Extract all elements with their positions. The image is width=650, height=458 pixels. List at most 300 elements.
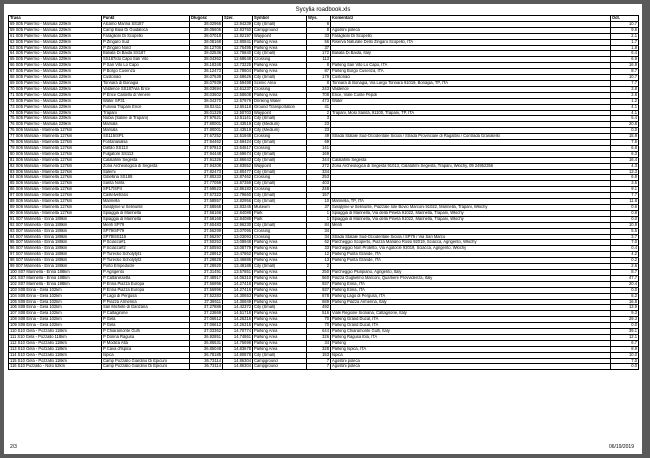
cell-dlugosc: 37.27886 <box>190 305 223 311</box>
cell-dlugosc: 38.02536 <box>190 51 223 57</box>
cell-odl: 29.3 <box>611 317 639 323</box>
cell-trasa: 80 S06 Marsala - Marinella 127km <box>9 151 102 157</box>
cell-szer: 12.80477 <box>223 169 253 175</box>
cell-symbol: Crossing <box>253 187 307 193</box>
cell-odl: 7.7 <box>611 193 639 199</box>
cell-punkt: Spiaggia di Marinella <box>102 216 190 222</box>
cell-szer: 12.51141 <box>223 116 253 122</box>
cell-symbol: Ground Transportation <box>253 104 307 110</box>
cell-dlugosc: 37.94448 <box>190 151 223 157</box>
cell-symbol: City (Small) <box>253 157 307 163</box>
cell-trasa: 95 S07 Marinella - Enna 188km <box>9 240 102 246</box>
cell-komentarz: Tonnara di Bonagia, Via Largo Tonnara 91019, Bonagia, TP, ITA <box>331 80 611 86</box>
cell-dlugosc: 37.94462 <box>190 140 223 146</box>
cell-wys: 403 <box>307 181 331 187</box>
cell-dlugosc: 38.12706 <box>190 45 223 51</box>
cell-punkt: Castelvetrano <box>102 193 190 199</box>
cell-symbol: City (Small) <box>253 140 307 146</box>
cell-szer: 12.82956 <box>223 199 253 205</box>
cell-komentarz: Parking Punta Grande, ITA <box>331 252 611 258</box>
cell-trasa: 96 S07 Marinella - Enna 188km <box>9 246 102 252</box>
cell-szer: 12.78804 <box>223 69 253 75</box>
cell-wys: 41 <box>307 104 331 110</box>
cell-szer: 12.64617 <box>223 145 253 151</box>
cell-punkt: Dattilo SS113 <box>102 145 190 151</box>
cell-symbol: Parking Area <box>253 45 307 51</box>
cell-szer: 14.42372 <box>223 305 253 311</box>
cell-trasa: 71 S05 Palermo - Marsala 229km <box>9 92 102 98</box>
cell-punkt: Funivia Trapani Erice <box>102 104 190 110</box>
cell-trasa: 66 S05 Palermo - Marsala 229km <box>9 63 102 69</box>
cell-odl: 4.3 <box>611 163 639 169</box>
cell-odl: 15.9 <box>611 134 639 140</box>
cell-szer: 13.48188 <box>223 264 253 270</box>
cell-punkt: P Zingaro Nord <box>102 45 190 51</box>
cell-punkt: SP17/SP4 <box>102 187 190 193</box>
cell-dlugosc: 36.92851 <box>190 334 223 340</box>
cell-symbol: Parking Area <box>253 252 307 258</box>
cell-odl: 16.8 <box>611 299 639 305</box>
cell-trasa: 93 S07 Marinella - Enna 188km <box>9 228 102 234</box>
cell-symbol: Crossing <box>253 57 307 63</box>
cell-wys: 23 <box>307 128 331 134</box>
cell-symbol: Parking Area <box>253 293 307 299</box>
cell-szer: 12.61237 <box>223 86 253 92</box>
cell-szer: 14.83678 <box>223 346 253 352</box>
cell-odl: 0.0 <box>611 364 639 370</box>
cell-komentarz: Parcheggio Non Protetto, Via Agatocle 92019, Sciacca, Agrigento, Włochy <box>331 246 611 252</box>
cell-symbol: Parking Area <box>253 69 307 75</box>
cell-dlugosc: 36.73114 <box>190 358 223 364</box>
cell-punkt: Santa Ninfa <box>102 181 190 187</box>
cell-trasa: 112 S10 Gela - Pozzallo 118km <box>9 340 102 346</box>
cell-trasa: 86 S06 Marsala - Marinella 127km <box>9 187 102 193</box>
cell-szer: 12.84088 <box>223 210 253 216</box>
cell-szer: 12.59498 <box>223 80 253 86</box>
cell-trasa: 108 S08 Enna - Gela 102km <box>9 317 102 323</box>
cell-trasa: 84 S06 Marsala - Marinella 127km <box>9 175 102 181</box>
cell-trasa: 91 S07 Marinella - Enna 188km <box>9 216 102 222</box>
cell-dlugosc: 38.04370 <box>190 98 223 104</box>
cell-trasa: 101 S07 Marinella - Enna 188km <box>9 275 102 281</box>
cell-wys: 169 <box>307 151 331 157</box>
col-header-trasa: Trasa <box>9 16 102 22</box>
cell-dlugosc: 38.12473 <box>190 69 223 75</box>
cell-szer: 14.74861 <box>223 334 253 340</box>
cell-wys: 937 <box>307 281 331 287</box>
cell-odl: 11.8 <box>611 199 639 205</box>
cell-komentarz: Parking Grand Ducal, ITA <box>331 323 611 329</box>
cell-punkt: Calatafimi Segesta <box>102 157 190 163</box>
cell-dlugosc: 37.56299 <box>190 228 223 234</box>
cell-wys: 87 <box>307 69 331 75</box>
cell-symbol: Parking Area <box>253 281 307 287</box>
cell-komentarz: Marinella, TP, ITA <box>331 199 611 205</box>
cell-symbol: City (Small) <box>253 169 307 175</box>
cell-wys: 8 <box>307 63 331 69</box>
cell-wys: 70 <box>307 323 331 329</box>
cell-wys: 33 <box>307 33 331 39</box>
cell-wys: 70 <box>307 317 331 323</box>
cell-szer: 13.46886 <box>223 258 253 264</box>
cell-wys: 473 <box>307 98 331 104</box>
cell-symbol: Parking Area <box>253 92 307 98</box>
cell-szer: 14.06310 <box>223 275 253 281</box>
cell-trasa: 70 S05 Palermo - Marsala 229km <box>9 86 102 92</box>
cell-szer: 14.27416 <box>223 287 253 293</box>
cell-symbol: Parking Area <box>253 340 307 346</box>
cell-dlugosc: 38.03602 <box>190 92 223 98</box>
cell-trasa: 97 S07 Marinella - Enna 188km <box>9 252 102 258</box>
cell-wys: 113 <box>307 57 331 63</box>
cell-szer: 12.43519 <box>223 128 253 134</box>
cell-szer: 12.75495 <box>223 45 253 51</box>
cell-szer: 14.36949 <box>223 299 253 305</box>
cell-trasa: 69 S05 Palermo - Marsala 229km <box>9 21 102 27</box>
cell-komentarz: Ispica <box>331 352 611 358</box>
cell-szer: 12.57979 <box>223 98 253 104</box>
cell-wys: 8 <box>307 80 331 86</box>
cell-wys: 10 <box>307 199 331 205</box>
cell-odl: 6.3 <box>611 151 639 157</box>
cell-odl: 39.1 <box>611 329 639 335</box>
cell-symbol: Parking Area <box>253 258 307 264</box>
cell-wys: 69 <box>307 140 331 146</box>
cell-wys: 34 <box>307 234 331 240</box>
cell-trasa: 99 S07 Marinella - Enna 188km <box>9 264 102 270</box>
cell-symbol: Crossing <box>253 175 307 181</box>
cell-szer: 12.83760 <box>223 27 253 33</box>
cell-komentarz: Parcheggio Pluripiano, Agrigento, Italy <box>331 269 611 275</box>
cell-odl: 6.8 <box>611 145 639 151</box>
cell-dlugosc: 37.28912 <box>190 252 223 258</box>
cell-punkt: P Enna Piazza Europa <box>102 281 190 287</box>
cell-odl: 6.8 <box>611 175 639 181</box>
col-header-szer: Szer. <box>223 16 253 22</box>
cell-trasa: 83 S06 Marsala - Marinella 127km <box>9 169 102 175</box>
cell-punkt: Swiątynie w Selinunte <box>102 205 190 211</box>
cell-punkt: P Gela <box>102 323 190 329</box>
cell-odl: 9.1 <box>611 187 639 193</box>
col-header-punkt: Punkt <box>102 16 190 22</box>
cell-szer: 12.75840 <box>223 51 253 57</box>
page-number: 2/3 <box>10 444 17 450</box>
cell-komentarz: Valdence <box>331 86 611 92</box>
cell-symbol: City (Small) <box>253 181 307 187</box>
cell-punkt: Camp Pozzallo Giardino Di Epicuro <box>102 364 190 370</box>
cell-komentarz: Faraglioni Di Scopello <box>331 33 611 39</box>
cell-punkt: P Cava d'Ispica <box>102 346 190 352</box>
cell-dlugosc: 38.07018 <box>190 33 223 39</box>
table-body <box>9 21 639 369</box>
cell-wys: 37 <box>307 205 331 211</box>
cell-dlugosc: 37.56996 <box>190 281 223 287</box>
cell-punkt: P Turecko Scholytyt1 <box>102 252 190 258</box>
cell-punkt: P Modica Alta <box>102 340 190 346</box>
cell-odl: 20.4 <box>611 281 639 287</box>
cell-odl: 0.6 <box>611 205 639 211</box>
cell-dlugosc: 37.28828 <box>190 258 223 264</box>
cell-szer: 12.59424 <box>223 140 253 146</box>
cell-dlugosc: 37.31491 <box>190 269 223 275</box>
cell-trasa: 109 S08 Enna - Gela 102km <box>9 323 102 329</box>
cell-komentarz: Calatafimi Segesta <box>331 157 611 163</box>
cell-dlugosc: 37.50253 <box>190 240 223 246</box>
cell-trasa: 68 S05 Palermo - Marsala 229km <box>9 75 102 81</box>
cell-szer: 12.51948 <box>223 134 253 140</box>
cell-komentarz: Agostini poleca <box>331 27 611 33</box>
cell-dlugosc: 37.69523 <box>190 187 223 193</box>
cell-szer: 12.69674 <box>223 151 253 157</box>
cell-trasa: 64 S05 Palermo - Marsala 229km <box>9 51 102 57</box>
cell-wys: 157 <box>307 193 331 199</box>
col-header-dlugosc: Długość <box>190 16 223 22</box>
cell-odl: 10.7 <box>611 21 639 27</box>
cell-trasa: 107 S08 Enna - Gela 102km <box>9 311 102 317</box>
cell-symbol: Crossing <box>253 86 307 92</box>
cell-punkt: Valdence SS187/via Erice <box>102 86 190 92</box>
cell-wys: 248 <box>307 187 331 193</box>
cell-szer: 13.03093 <box>223 234 253 240</box>
cell-odl: 7.0 <box>611 240 639 246</box>
cell-odl: 2.6 <box>611 264 639 270</box>
cell-trasa: 92 S07 Marinella - Enna 188km <box>9 222 102 228</box>
cell-wys: 33 <box>307 246 331 252</box>
cell-dlugosc: 38.03694 <box>190 86 223 92</box>
cell-trasa: 63 S05 Palermo - Marsala 229km <box>9 45 102 51</box>
cell-odl: 3.8 <box>611 86 639 92</box>
cell-odl: 47.7 <box>611 275 639 281</box>
cell-dlugosc: 38.07939 <box>190 80 223 86</box>
cell-szer: 13.57851 <box>223 269 253 275</box>
cell-odl: 4.1 <box>611 104 639 110</box>
cell-dlugosc: 37.23869 <box>190 311 223 317</box>
cell-szer: 14.26316 <box>223 323 253 329</box>
cell-odl: 2.8 <box>611 92 639 98</box>
print-date: 06/19/2019 <box>608 444 634 450</box>
cell-dlugosc: 38.04362 <box>190 57 223 63</box>
cell-dlugosc: 38.07539 <box>190 75 223 81</box>
cell-komentarz: Parking Ispica, ITA <box>331 346 611 352</box>
cell-odl: 10.7 <box>611 75 639 81</box>
cell-dlugosc: 37.52283 <box>190 293 223 299</box>
cell-dlugosc: 37.97621 <box>190 116 223 122</box>
cell-dlugosc: 38.18348 <box>190 63 223 69</box>
cell-odl: 16.9 <box>611 63 639 69</box>
cell-trasa: 100 S07 Marinella - Enna 188km <box>9 269 102 275</box>
cell-punkt: Custonaci <box>102 75 190 81</box>
cell-wys: 2 <box>307 264 331 270</box>
cell-punkt: P Borgo Cusenza <box>102 69 190 75</box>
cell-wys: 13 <box>307 258 331 264</box>
cell-dlugosc: 37.80233 <box>190 175 223 181</box>
cell-symbol: City (Small) <box>253 193 307 199</box>
cell-trasa: 94 S07 Marinella - Enna 188km <box>9 234 102 240</box>
cell-wys: 7 <box>307 364 331 370</box>
cell-komentarz: Menfi <box>331 222 611 228</box>
cell-punkt: Camp Pozzallo Giardino Di Epicuro <box>102 358 190 364</box>
cell-punkt: Salemi <box>102 169 190 175</box>
cell-komentarz: Erice, Viale Conte Pepoli <box>331 92 611 98</box>
cell-komentarz: Parking Grand Ducal, ITA <box>331 317 611 323</box>
cell-odl: 12.1 <box>611 334 639 340</box>
cell-punkt: P Piazza Armerina <box>102 299 190 305</box>
cell-odl: 1.2 <box>611 98 639 104</box>
cell-punkt: Zona Archeologica di Segesta <box>102 163 190 169</box>
cell-punkt: SP79/SS115 <box>102 234 190 240</box>
cell-odl: 8.7 <box>611 69 639 75</box>
cell-punkt: Marsala <box>102 122 190 128</box>
cell-komentarz: Parking San Vito Lo Capo, ITA <box>331 63 611 69</box>
cell-odl: 3.7 <box>611 234 639 240</box>
cell-wys: 172 <box>307 51 331 57</box>
cell-dlugosc: 37.06612 <box>190 323 223 329</box>
cell-trasa: 72 S05 Palermo - Marsala 229km <box>9 98 102 104</box>
cell-dlugosc: 37.58557 <box>190 199 223 205</box>
cell-symbol: City (Small) <box>253 352 307 358</box>
cell-symbol: Parking Area <box>253 317 307 323</box>
cell-wys: 141 <box>307 145 331 151</box>
cell-szer: 13.08948 <box>223 240 253 246</box>
cell-odl: 6.7 <box>611 340 639 346</box>
cell-dlugosc: 37.58568 <box>190 205 223 211</box>
cell-punkt: San Michele di Ganzaria <box>102 305 190 311</box>
cell-punkt: P Erice Castello di Venere <box>102 92 190 98</box>
cell-symbol: Parking Area <box>253 240 307 246</box>
cell-punkt: Water SP31 <box>102 98 190 104</box>
cell-dlugosc: 38.02966 <box>190 21 223 27</box>
cell-symbol: Crossing <box>253 134 307 140</box>
cell-trasa: 75 S05 Palermo - Marsala 229km <box>9 116 102 122</box>
cell-punkt: Baliata Di Baida SS187 <box>102 51 190 57</box>
cell-trasa: 85 S06 Marsala - Marinella 127km <box>9 181 102 187</box>
cell-trasa: 82 S06 Marsala - Marinella 127km <box>9 163 102 169</box>
cell-komentarz: Parking <box>331 340 611 346</box>
cell-szer: 14.26316 <box>223 317 253 323</box>
cell-wys: 272 <box>307 163 331 169</box>
cell-odl: 7.7 <box>611 80 639 86</box>
cell-trasa: 111 S10 Gela - Pozzallo 118km <box>9 334 102 340</box>
cell-punkt: Trapani <box>102 110 190 116</box>
cell-symbol: Parking Area <box>253 39 307 45</box>
cell-punkt: Gibellina SS188 <box>102 175 190 181</box>
cell-trasa: 76 S06 Marsala - Marinella 127km <box>9 128 102 134</box>
cell-odl: 10.0 <box>611 352 639 358</box>
cell-szer: 12.86183 <box>223 187 253 193</box>
cell-dlugosc: 36.73114 <box>190 364 223 370</box>
cell-symbol: Crossing <box>253 228 307 234</box>
cell-odl: 3.5 <box>611 181 639 187</box>
cell-trasa: 102 S07 Marinella - Enna 188km <box>9 281 102 287</box>
cell-symbol: Waypoint <box>253 110 307 116</box>
cell-punkt: P Caltagirone <box>102 311 190 317</box>
cell-punkt: Fulgatore SS113 <box>102 151 190 157</box>
cell-dlugosc: 36.86531 <box>190 340 223 346</box>
cell-trasa: 77 S06 Marsala - Marinella 127km <box>9 134 102 140</box>
cell-dlugosc: 37.97813 <box>190 145 223 151</box>
cell-symbol: City (Small) <box>253 75 307 81</box>
cell-punkt: Tonnara di Bonagia <box>102 80 190 86</box>
cell-punkt: Ispica <box>102 352 190 358</box>
cell-dlugosc: 37.80001 <box>190 122 223 128</box>
cell-wys: 560 <box>307 275 331 281</box>
cell-punkt: P Caltanissetta <box>102 275 190 281</box>
cell-punkt: Camp Baia Di Guidaloca <box>102 27 190 33</box>
cell-symbol: Parking Area <box>253 287 307 293</box>
cell-wys: 328 <box>307 346 331 352</box>
cell-symbol: City (Small) <box>253 21 307 27</box>
cell-dlugosc: 37.03362 <box>190 329 223 335</box>
col-header-symbol: Symbol <box>253 16 307 22</box>
cell-dlugosc: 37.91326 <box>190 157 223 163</box>
cell-odl: 10.9 <box>611 222 639 228</box>
cell-komentarz: Agostini poleca <box>331 358 611 364</box>
cell-punkt: P Enna Piazza Europa <box>102 287 190 293</box>
cell-wys: 3 <box>307 116 331 122</box>
cell-symbol: City (Small) <box>253 199 307 205</box>
cell-wys: 153 <box>307 352 331 358</box>
cell-punkt: P Sciacca#2 <box>102 246 190 252</box>
cell-dlugosc: 36.85048 <box>190 346 223 352</box>
cell-odl: 4.1 <box>611 110 639 116</box>
cell-wys: 12 <box>307 252 331 258</box>
cell-wys: 334 <box>307 169 331 175</box>
cell-trasa: 62 S05 Palermo - Marsala 229km <box>9 39 102 45</box>
cell-trasa: 74 S05 Palermo - Marsala 229km <box>9 110 102 116</box>
cell-symbol: Parking Area <box>253 323 307 329</box>
cell-szer: 12.80841 <box>223 39 253 45</box>
cell-punkt: P Zingaro Sud <box>102 39 190 45</box>
cell-punkt: P Agrigento <box>102 269 190 275</box>
cell-szer: 14.51718 <box>223 311 253 317</box>
cell-odl: 0.0 <box>611 323 639 329</box>
cell-dlugosc: 37.38611 <box>190 299 223 305</box>
cell-dlugosc: 37.60483 <box>190 222 223 228</box>
cell-dlugosc: 36.78185 <box>190 352 223 358</box>
cell-symbol: Scenic Area <box>253 80 307 86</box>
cell-odl: 0.2 <box>611 258 639 264</box>
cell-trasa: 87 S06 Marsala - Marinella 127km <box>9 193 102 199</box>
cell-odl: 13.9 <box>611 305 639 311</box>
cell-dlugosc: 37.82473 <box>190 169 223 175</box>
cell-dlugosc: 37.48917 <box>190 275 223 281</box>
cell-symbol: City (Small) <box>253 116 307 122</box>
cell-szer: 13.07096 <box>223 228 253 234</box>
cell-szer: 12.86643 <box>223 157 253 163</box>
cell-wys: 492 <box>307 305 331 311</box>
cell-symbol: Waypoint <box>253 33 307 39</box>
cell-trasa: 98 S07 Marinella - Enna 188km <box>9 258 102 264</box>
col-header-komentarz: Komentarz <box>331 16 611 22</box>
cell-dlugosc: 38.02411 <box>190 104 223 110</box>
cell-odl: 0.8 <box>611 210 639 216</box>
cell-odl: 9.6 <box>611 27 639 33</box>
cell-dlugosc: 37.56297 <box>190 234 223 240</box>
cell-trasa: 81 S06 Marsala - Marinella 127km <box>9 157 102 163</box>
cell-trasa: 88 S06 Marsala - Marinella 127km <box>9 199 102 205</box>
cell-odl: 13.3 <box>611 169 639 175</box>
cell-dlugosc: 37.28920 <box>190 264 223 270</box>
cell-wys: 708 <box>307 92 331 98</box>
cell-punkt: Spiaggia di Marinella <box>102 210 190 216</box>
cell-wys: 8 <box>307 27 331 33</box>
cell-punkt: P Gela <box>102 317 190 323</box>
cell-wys: 56 <box>307 39 331 45</box>
cell-trasa: 59 S05 Palermo - Marsala 229km <box>9 27 102 33</box>
cell-trasa: 113 S10 Gela - Pozzallo 118km <box>9 346 102 352</box>
cell-komentarz: Swiątynie w Selinunte, Piazzale Iole Bovio Marconi 91022, Marinella, Trapani, Włochy <box>331 205 611 211</box>
table-row <box>9 364 639 370</box>
